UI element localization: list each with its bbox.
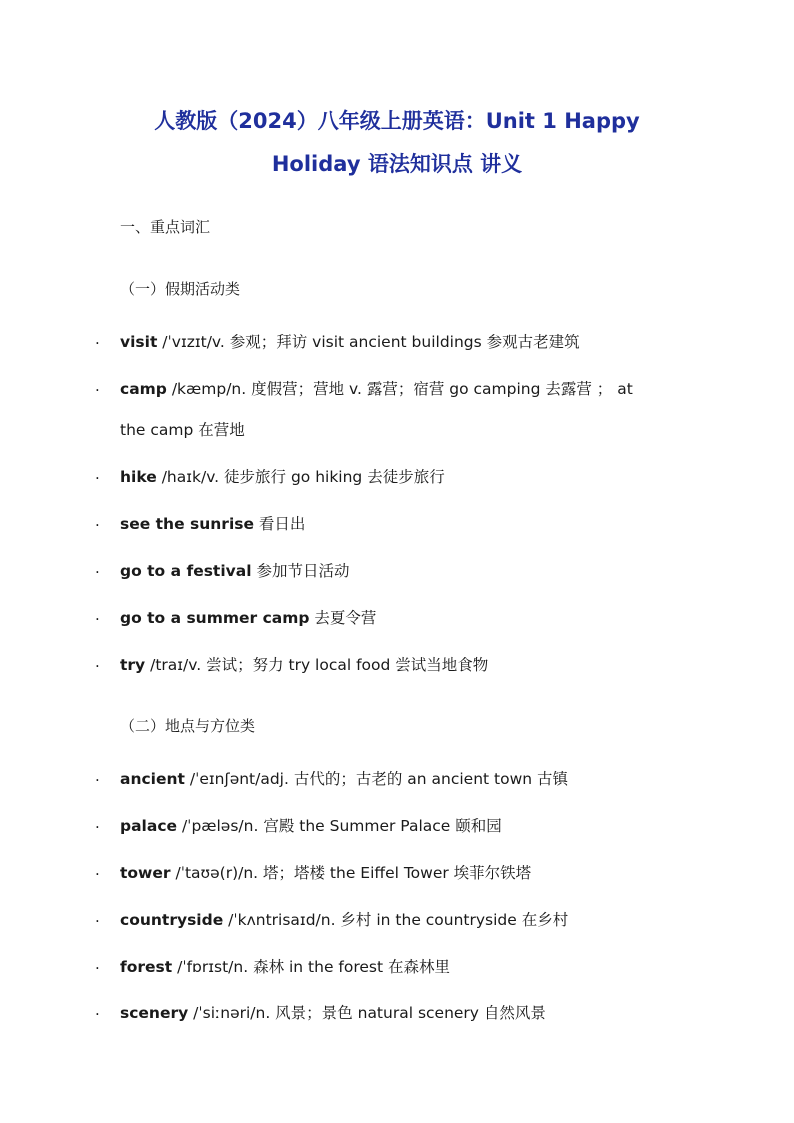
bullet-marker: . — [95, 377, 100, 395]
vocab-definition: /ˈeɪnʃənt/adj. 古代的；古老的 an ancient town 古镇 — [184, 770, 569, 788]
document-title-line-2: Holiday 语法知识点 讲义 — [271, 152, 523, 176]
list-item — [0, 908, 794, 934]
subsection-heading-holiday-activities: （一）假期活动类 — [120, 280, 241, 298]
list-item — [0, 767, 794, 793]
list-item — [0, 814, 794, 840]
list-item — [0, 955, 794, 981]
vocab-definition: /ˈpæləs/n. 宫殿 the Summer Palace 颐和园 — [177, 817, 502, 835]
vocab-term: tower — [120, 864, 171, 882]
vocab-term: camp — [120, 380, 167, 398]
vocab-definition: /ˈfɒrɪst/n. 森林 in the forest 在森林里 — [172, 958, 451, 976]
list-item — [0, 512, 794, 538]
bullet-marker: . — [95, 512, 100, 530]
vocab-definition: /ˈsiːnəri/n. 风景；景色 natural scenery 自然风景 — [188, 1004, 546, 1022]
subsection-heading-places-locations: （二）地点与方位类 — [120, 717, 256, 735]
bullet-marker: . — [95, 606, 100, 624]
list-item — [0, 861, 794, 887]
document-title-line-1: 人教版（2024）八年级上册英语：Unit 1 Happy — [154, 109, 640, 133]
section-heading-key-vocabulary: 一、重点词汇 — [120, 218, 211, 236]
vocab-term: see the sunrise — [120, 515, 254, 533]
vocab-term: countryside — [120, 911, 224, 929]
vocab-definition: /ˈtaʊə(r)/n. 塔；塔楼 the Eiffel Tower 埃菲尔铁塔 — [170, 864, 532, 882]
bullet-marker: . — [95, 330, 100, 348]
vocab-term: go to a summer camp — [120, 609, 310, 627]
bullet-marker: . — [95, 908, 100, 926]
vocab-term: forest — [120, 958, 173, 976]
vocab-definition: 参加节日活动 — [251, 562, 350, 580]
bullet-marker: . — [95, 861, 100, 879]
vocab-term: visit — [120, 333, 158, 351]
vocab-definition: /ˈkʌntrisaɪd/n. 乡村 in the countryside 在乡村 — [223, 911, 569, 929]
bullet-marker: . — [95, 955, 100, 973]
vocab-term: ancient — [120, 770, 185, 788]
vocab-definition: /haɪk/v. 徒步旅行 go hiking 去徒步旅行 — [156, 468, 445, 486]
vocab-definition: 看日出 — [254, 515, 306, 533]
bullet-marker: . — [95, 653, 100, 671]
vocab-definition: /traɪ/v. 尝试；努力 try local food 尝试当地食物 — [145, 656, 489, 674]
list-item — [0, 606, 794, 632]
list-item — [0, 465, 794, 491]
bullet-marker: . — [95, 559, 100, 577]
list-item — [0, 377, 794, 403]
vocab-term: try — [120, 656, 146, 674]
list-item — [0, 653, 794, 679]
vocab-definition-continuation: the camp 在营地 — [120, 421, 245, 439]
vocab-definition: /kæmp/n. 度假营；营地 v. 露营；宿营 go camping 去露营 ； at — [166, 380, 633, 398]
bullet-marker: . — [95, 1001, 100, 1019]
vocab-term: hike — [120, 468, 157, 486]
list-item — [0, 559, 794, 585]
list-item — [0, 1001, 794, 1027]
bullet-marker: . — [95, 814, 100, 832]
vocab-definition: 去夏令营 — [309, 609, 377, 627]
list-item — [0, 330, 794, 356]
bullet-marker: . — [95, 465, 100, 483]
vocab-term: go to a festival — [120, 562, 252, 580]
vocab-definition: /ˈvɪzɪt/v. 参观；拜访 visit ancient buildings 参观古老建筑 — [157, 333, 580, 351]
vocab-term: palace — [120, 817, 178, 835]
vocab-term: scenery — [120, 1004, 189, 1022]
bullet-marker: . — [95, 767, 100, 785]
